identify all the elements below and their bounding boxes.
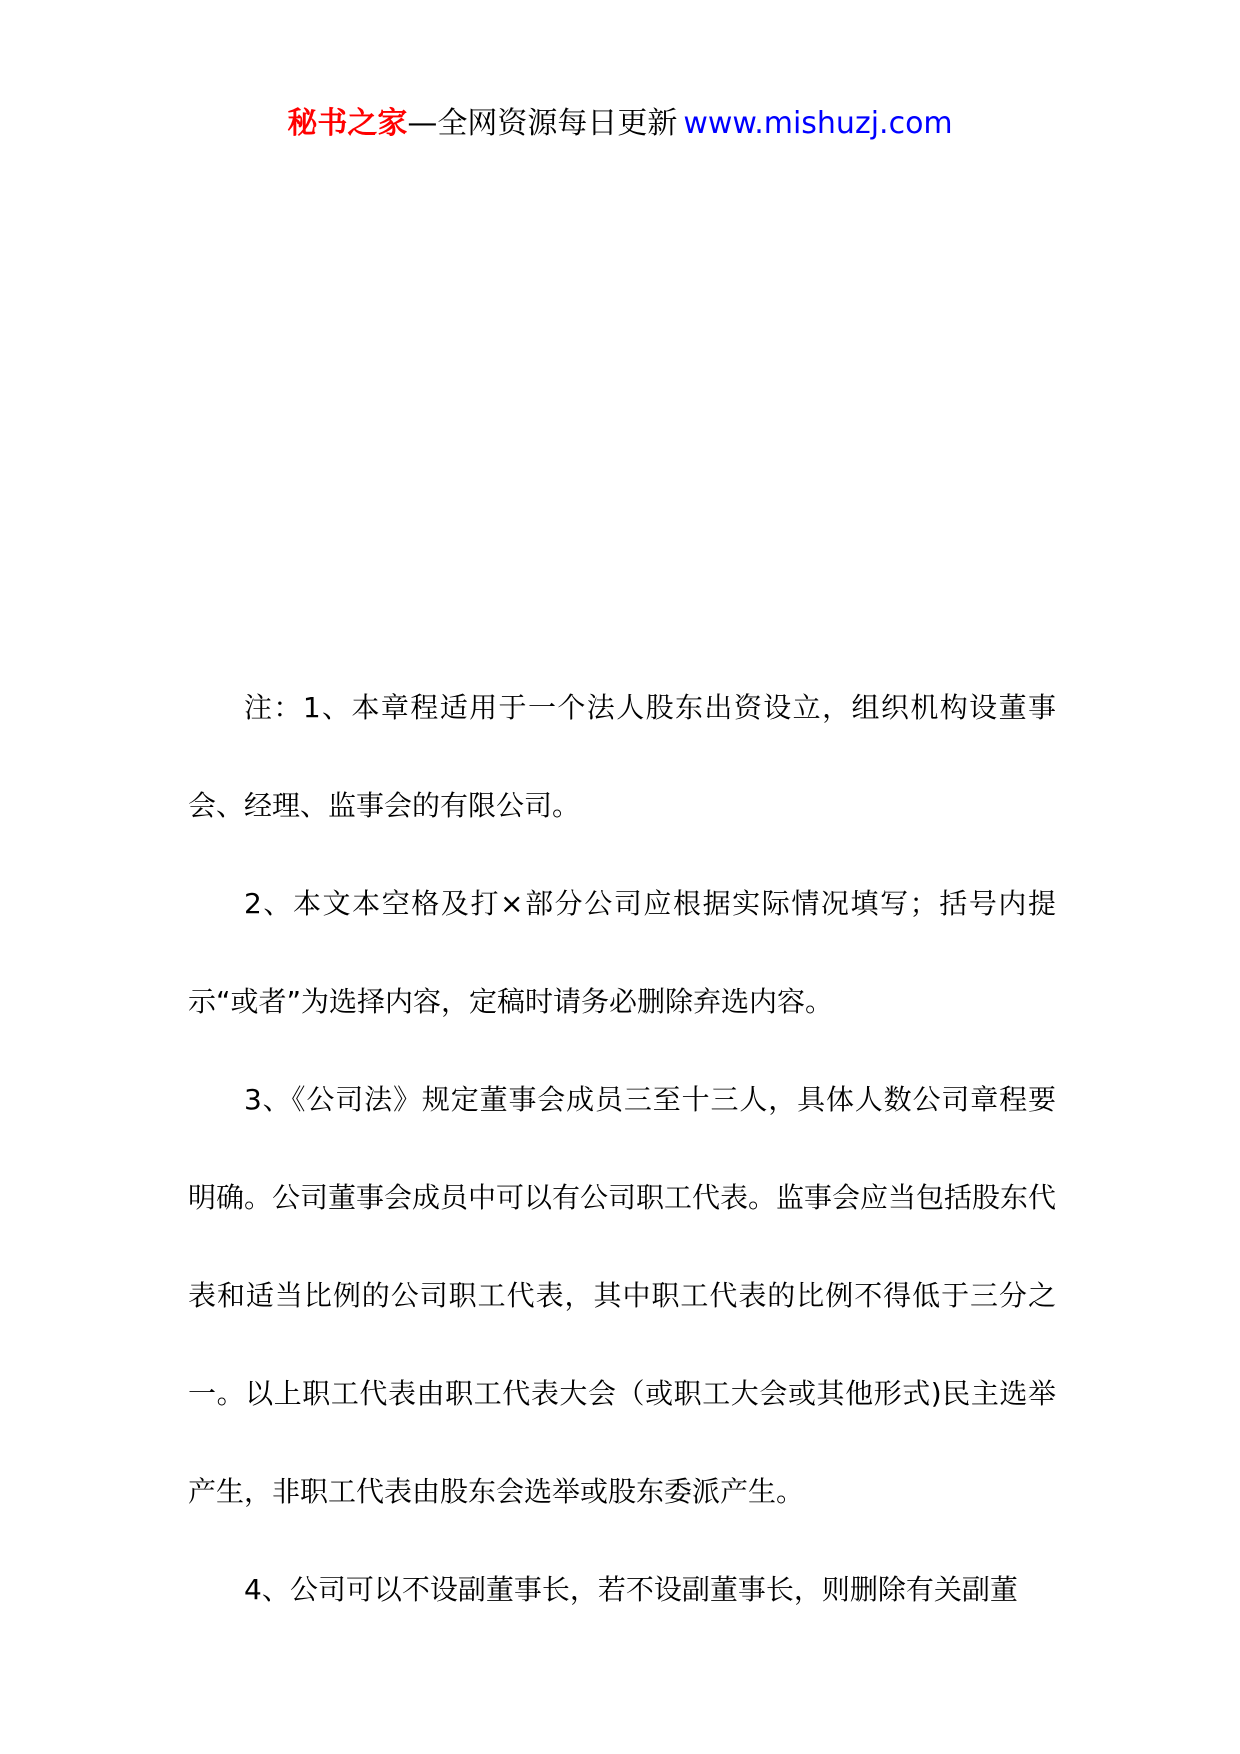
note-paragraph-4: 4、公司可以不设副董事长，若不设副董事长，则删除有关副董 bbox=[244, 1573, 1018, 1606]
site-url-link[interactable]: www.mishuzj.com bbox=[683, 106, 953, 141]
page-header bbox=[0, 100, 1240, 148]
note-paragraph-3: 3、《公司法》规定董事会成员三至十三人，具体人数公司章程要明确。公司董事会成员中可以有公司职工代表。监事会应当包括股东代表和适当比例的公司职工代表，其中职工代表的比例不得低于三分之一。以上职工代表由职工代表大会（或职工大会或其他形式)民主选举产生，非职工代表由股东会选举或股东委派产生。 bbox=[188, 1083, 1057, 1508]
brand-name: 秘书之家 bbox=[287, 106, 408, 141]
note-paragraph-1: 注：1、本章程适用于一个法人股东出资设立，组织机构设董事会、经理、监事会的有限公司。 bbox=[188, 691, 1056, 822]
header-tagline: —全网资源每日更新 bbox=[407, 106, 678, 141]
note-paragraph-2: 2、本文本空格及打×部分公司应根据实际情况填写；括号内提示“或者”为选择内容，定稿时请务必删除弃选内容。 bbox=[188, 887, 1056, 1018]
document-body bbox=[188, 659, 1056, 1639]
